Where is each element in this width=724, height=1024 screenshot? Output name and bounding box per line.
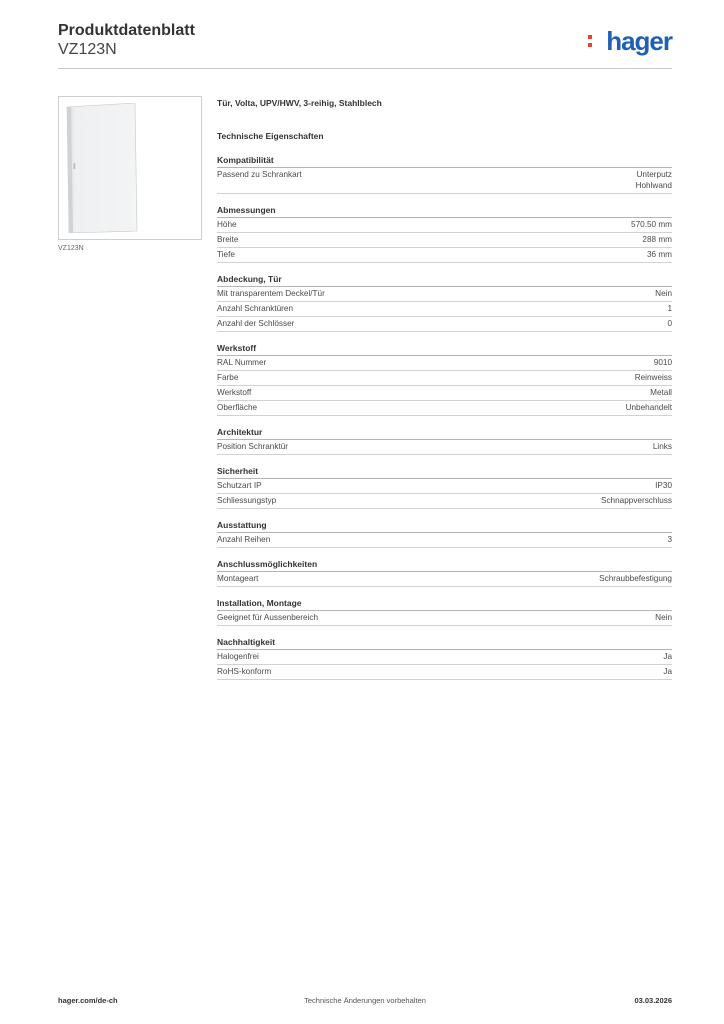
logo-dots-icon (588, 35, 593, 51)
property-section (217, 465, 672, 509)
property-value: 0 (667, 318, 672, 328)
property-value: Schnappverschluss (601, 495, 672, 505)
section-title: Sicherheit (217, 465, 672, 479)
property-row (217, 665, 672, 680)
property-row (217, 218, 672, 233)
property-sections (217, 154, 672, 680)
section-title: Anschlussmöglichkeiten (217, 558, 672, 572)
property-value: Metall (650, 387, 672, 397)
footer-date: 03.03.2026 (634, 996, 672, 1005)
property-row (217, 572, 672, 587)
property-section (217, 426, 672, 455)
hager-logo (582, 28, 672, 56)
property-row (217, 371, 672, 386)
document-title: Produktdatenblatt (58, 22, 195, 39)
property-label: Montageart (217, 573, 259, 583)
property-row (217, 611, 672, 626)
property-label: Position Schranktür (217, 441, 288, 451)
property-value: 36 mm (646, 249, 672, 259)
property-section (217, 597, 672, 626)
property-value: 9010 (653, 357, 672, 367)
property-value: Nein (655, 612, 672, 622)
property-row (217, 650, 672, 665)
property-row (217, 386, 672, 401)
property-value: Ja (663, 666, 672, 676)
image-caption: VZ123N (58, 245, 84, 252)
property-section (217, 636, 672, 680)
property-value: IP30 (655, 480, 672, 490)
datasheet-content (217, 96, 672, 680)
property-value: Schraubbefestigung (599, 573, 672, 583)
property-row (217, 401, 672, 416)
product-description: Tür, Volta, UPV/HWV, 3-reihig, Stahlblech (217, 98, 382, 108)
logo-text: hager (606, 26, 672, 56)
property-row (217, 479, 672, 494)
property-section (217, 273, 672, 332)
property-label: Farbe (217, 372, 239, 382)
property-value: Unterputz Hohlwand (635, 170, 672, 190)
property-label: Schutzart IP (217, 480, 262, 490)
section-title: Ausstattung (217, 519, 672, 533)
property-row (217, 533, 672, 548)
property-label: Oberfläche (217, 402, 258, 412)
section-title: Werkstoff (217, 342, 672, 356)
property-label: Tiefe (217, 249, 235, 259)
property-label: Anzahl Schranktüren (217, 303, 294, 313)
property-value: Reinweiss (634, 372, 672, 382)
footer-notice: Technische Änderungen vorbehalten (304, 996, 426, 1005)
page-header (58, 22, 672, 69)
property-section (217, 519, 672, 548)
property-value: 3 (667, 534, 672, 544)
property-row (217, 302, 672, 317)
property-value: Links (652, 441, 672, 451)
property-label: Schliessungstyp (217, 495, 277, 505)
product-code: VZ123N (58, 41, 117, 58)
section-title: Kompatibilität (217, 154, 672, 168)
property-section (217, 342, 672, 416)
footer-website: hager.com/de-ch (58, 996, 118, 1005)
property-section (217, 204, 672, 263)
property-label: Halogenfrei (217, 651, 259, 661)
section-title: Abdeckung, Tür (217, 273, 672, 287)
property-label: Mit transparentem Deckel/Tür (217, 288, 325, 298)
property-row (217, 248, 672, 263)
property-label: Anzahl Reihen (217, 534, 271, 544)
property-row (217, 317, 672, 332)
technical-properties-heading: Technische Eigenschaften (217, 131, 324, 141)
property-row (217, 233, 672, 248)
property-label: Passend zu Schrankart (217, 170, 302, 179)
door-panel-image (65, 103, 139, 233)
property-label: Breite (217, 234, 239, 244)
property-row (217, 168, 672, 194)
section-title: Nachhaltigkeit (217, 636, 672, 650)
section-title: Abmessungen (217, 204, 672, 218)
property-value: Nein (655, 288, 672, 298)
section-title: Installation, Montage (217, 597, 672, 611)
property-value: 570.50 mm (631, 219, 672, 229)
property-label: RoHS-konform (217, 666, 272, 676)
property-row (217, 356, 672, 371)
property-section (217, 154, 672, 194)
property-label: Werkstoff (217, 387, 252, 397)
product-image-frame (58, 96, 202, 240)
property-row (217, 287, 672, 302)
property-row (217, 494, 672, 509)
property-label: RAL Nummer (217, 357, 267, 367)
property-label: Anzahl der Schlösser (217, 318, 295, 328)
property-value: Unbehandelt (625, 402, 672, 412)
property-value: Ja (663, 651, 672, 661)
property-label: Höhe (217, 219, 237, 229)
property-row (217, 440, 672, 455)
property-section (217, 558, 672, 587)
property-value: 288 mm (642, 234, 672, 244)
section-title: Architektur (217, 426, 672, 440)
property-label: Geeignet für Aussenbereich (217, 612, 319, 622)
property-value: 1 (667, 303, 672, 313)
